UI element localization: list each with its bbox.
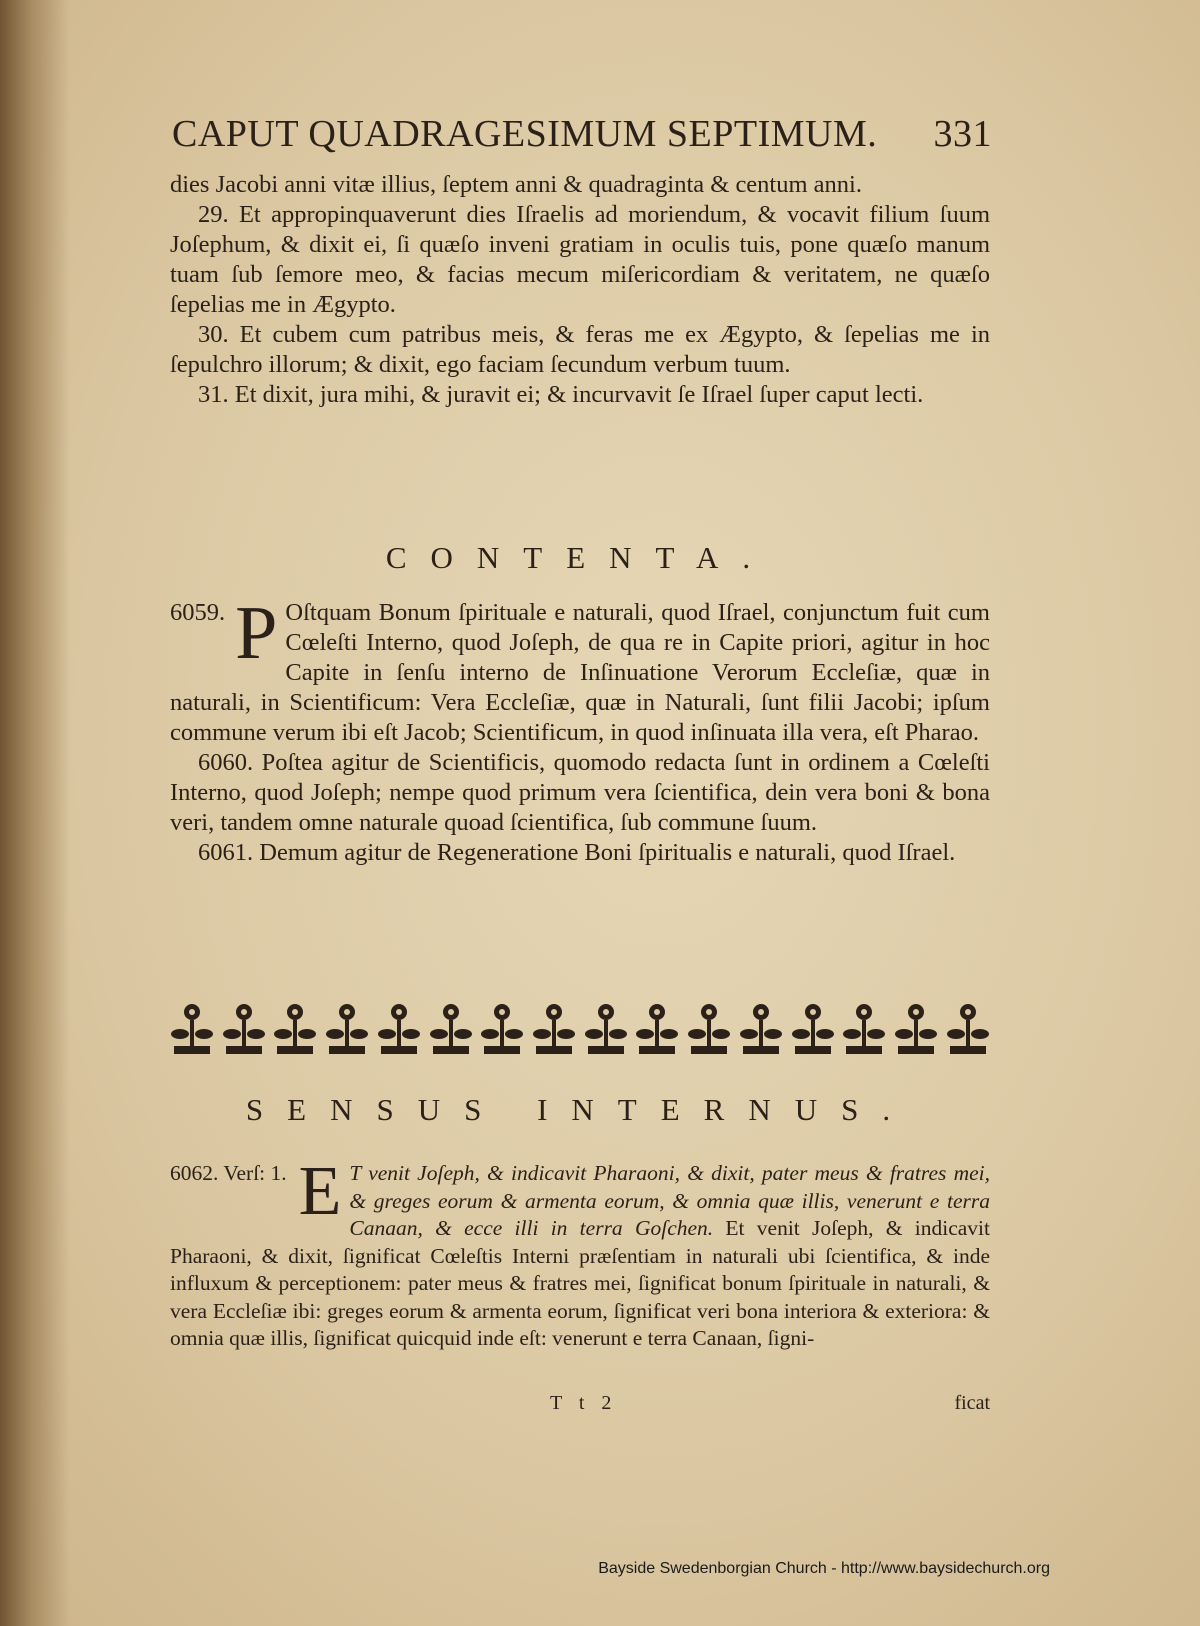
paragraph-label: 6062. Verſ: 1. [170, 1161, 287, 1185]
sensus-heading: SENSUS INTERNUS. [245, 1092, 915, 1127]
verse-quotation: T venit Joſeph, & indicavit Pharaoni, & dixit, pater meus & fratres mei, & greges eorum & armenta eorum, & omnia quæ illis, venerunt e terra Canaan, & ecce illi in terra Goſchen. [349, 1161, 990, 1240]
verse-29: 29. Et appropinquaverunt dies Iſraelis ad moriendum, & vocavit filium ſuum Joſephum, & dixit ei, ſi quæſo inveni gratiam in oculis tuis, pone quæſo manum tuam ſub ſemore meo, & facias mecum miſericordiam & veritatem, ne quæſo ſepelias me in Ægypto. [170, 201, 990, 318]
binding-gutter [0, 0, 70, 1626]
chapter-title: CAPUT QUADRAGESIMUM SEPTIMUM. [172, 113, 878, 155]
flower-ornament-icon [377, 1000, 421, 1056]
flower-ornament-icon [687, 1000, 731, 1056]
page-number: 331 [933, 113, 992, 155]
paragraph-6062 [170, 1153, 991, 1353]
floral-ornament-band [170, 998, 990, 1058]
verse-30: 30. Et cubem cum patribus meis, & feras me ex Ægypto, & ſepelias me in ſepulchro illorum; & dixit, ego faciam ſecundum verbum tuum. [170, 321, 990, 378]
paragraph-text: Oſtquam Bonum ſpirituale e naturali, quod Iſrael, conjunctum fuit cum Cœleſti Interno, quod Joſeph, de qua re in Capite priori, agitur in hoc Capite in ſenſu interno de Inſinuatione Verorum Eccleſiæ, quæ in naturali, in Scientificum: Vera Eccleſiæ, quæ in Naturali, ſunt filii Jacobi; ipſum commune verum ibi eſt Jacob; Scientificum, in quod inſinuata illa vera, eſt Pharao. [170, 599, 990, 746]
verse-block [170, 170, 990, 410]
contenta-heading: CONTENTA. [385, 540, 775, 575]
source-watermark: Bayside Swedenborgian Church - http://www.baysidechurch.org [598, 1560, 1050, 1577]
flower-ornament-icon [480, 1000, 524, 1056]
catchword: ficat [954, 1392, 990, 1414]
paragraph-6060: 6060. Poſtea agitur de Scientificis, quomodo redacta ſunt in ordinem a Cœleſti Interno, quod Joſeph; nempe quod primum vera ſcientifica, dein vera boni & bona veri, tandem omne naturale quoad ſcientifica, ſub commune ſuum. [170, 749, 990, 836]
flower-ornament-icon [429, 1000, 473, 1056]
flower-ornament-icon [635, 1000, 679, 1056]
flower-ornament-icon [584, 1000, 628, 1056]
flower-ornament-icon [325, 1000, 369, 1056]
flower-ornament-icon [946, 1000, 990, 1056]
flower-ornament-icon [532, 1000, 576, 1056]
running-header [172, 112, 992, 156]
sensus-block [170, 1153, 991, 1353]
flower-ornament-icon [842, 1000, 886, 1056]
drop-cap: E [298, 1153, 342, 1230]
verse-continuation: dies Jacobi anni vitæ illius, ſeptem anni & quadraginta & centum anni. [170, 171, 862, 198]
verse-31: 31. Et dixit, jura mihi, & juravit ei; & incurvavit ſe Iſrael ſuper caput lecti. [198, 381, 924, 408]
drop-cap: P [235, 591, 278, 675]
paragraph-6061: 6061. Demum agitur de Regeneratione Boni ſpiritualis e naturali, quod Iſrael. [198, 839, 956, 866]
flower-ornament-icon [170, 1000, 214, 1056]
paragraph-text: Et venit Joſeph, & indicavit Pharaoni, & dixit, ſignificat Cœleſtis Interni præſentiam in naturali ubi ſcientifica, & inde influxum & perceptionem: pater meus & fratres mei, ſignificat bonum ſpirituale in naturali, & vera Eccleſiæ ibi: greges eorum & armenta eorum, ſignificat veri bona interiora & exteriora: & omnia quæ illis, ſignificat quicquid inde eſt: venerunt e terra Canaan, ſigni- [170, 1216, 991, 1350]
signature-mark: T t 2 [550, 1392, 618, 1414]
paragraph-6059 [170, 591, 990, 748]
flower-ornament-icon [894, 1000, 938, 1056]
flower-ornament-icon [791, 1000, 835, 1056]
contenta-block [170, 591, 990, 868]
paragraph-number: 6059. [170, 599, 226, 626]
flower-ornament-icon [273, 1000, 317, 1056]
page-footer [170, 1392, 990, 1416]
flower-ornament-icon [739, 1000, 783, 1056]
flower-ornament-icon [222, 1000, 266, 1056]
